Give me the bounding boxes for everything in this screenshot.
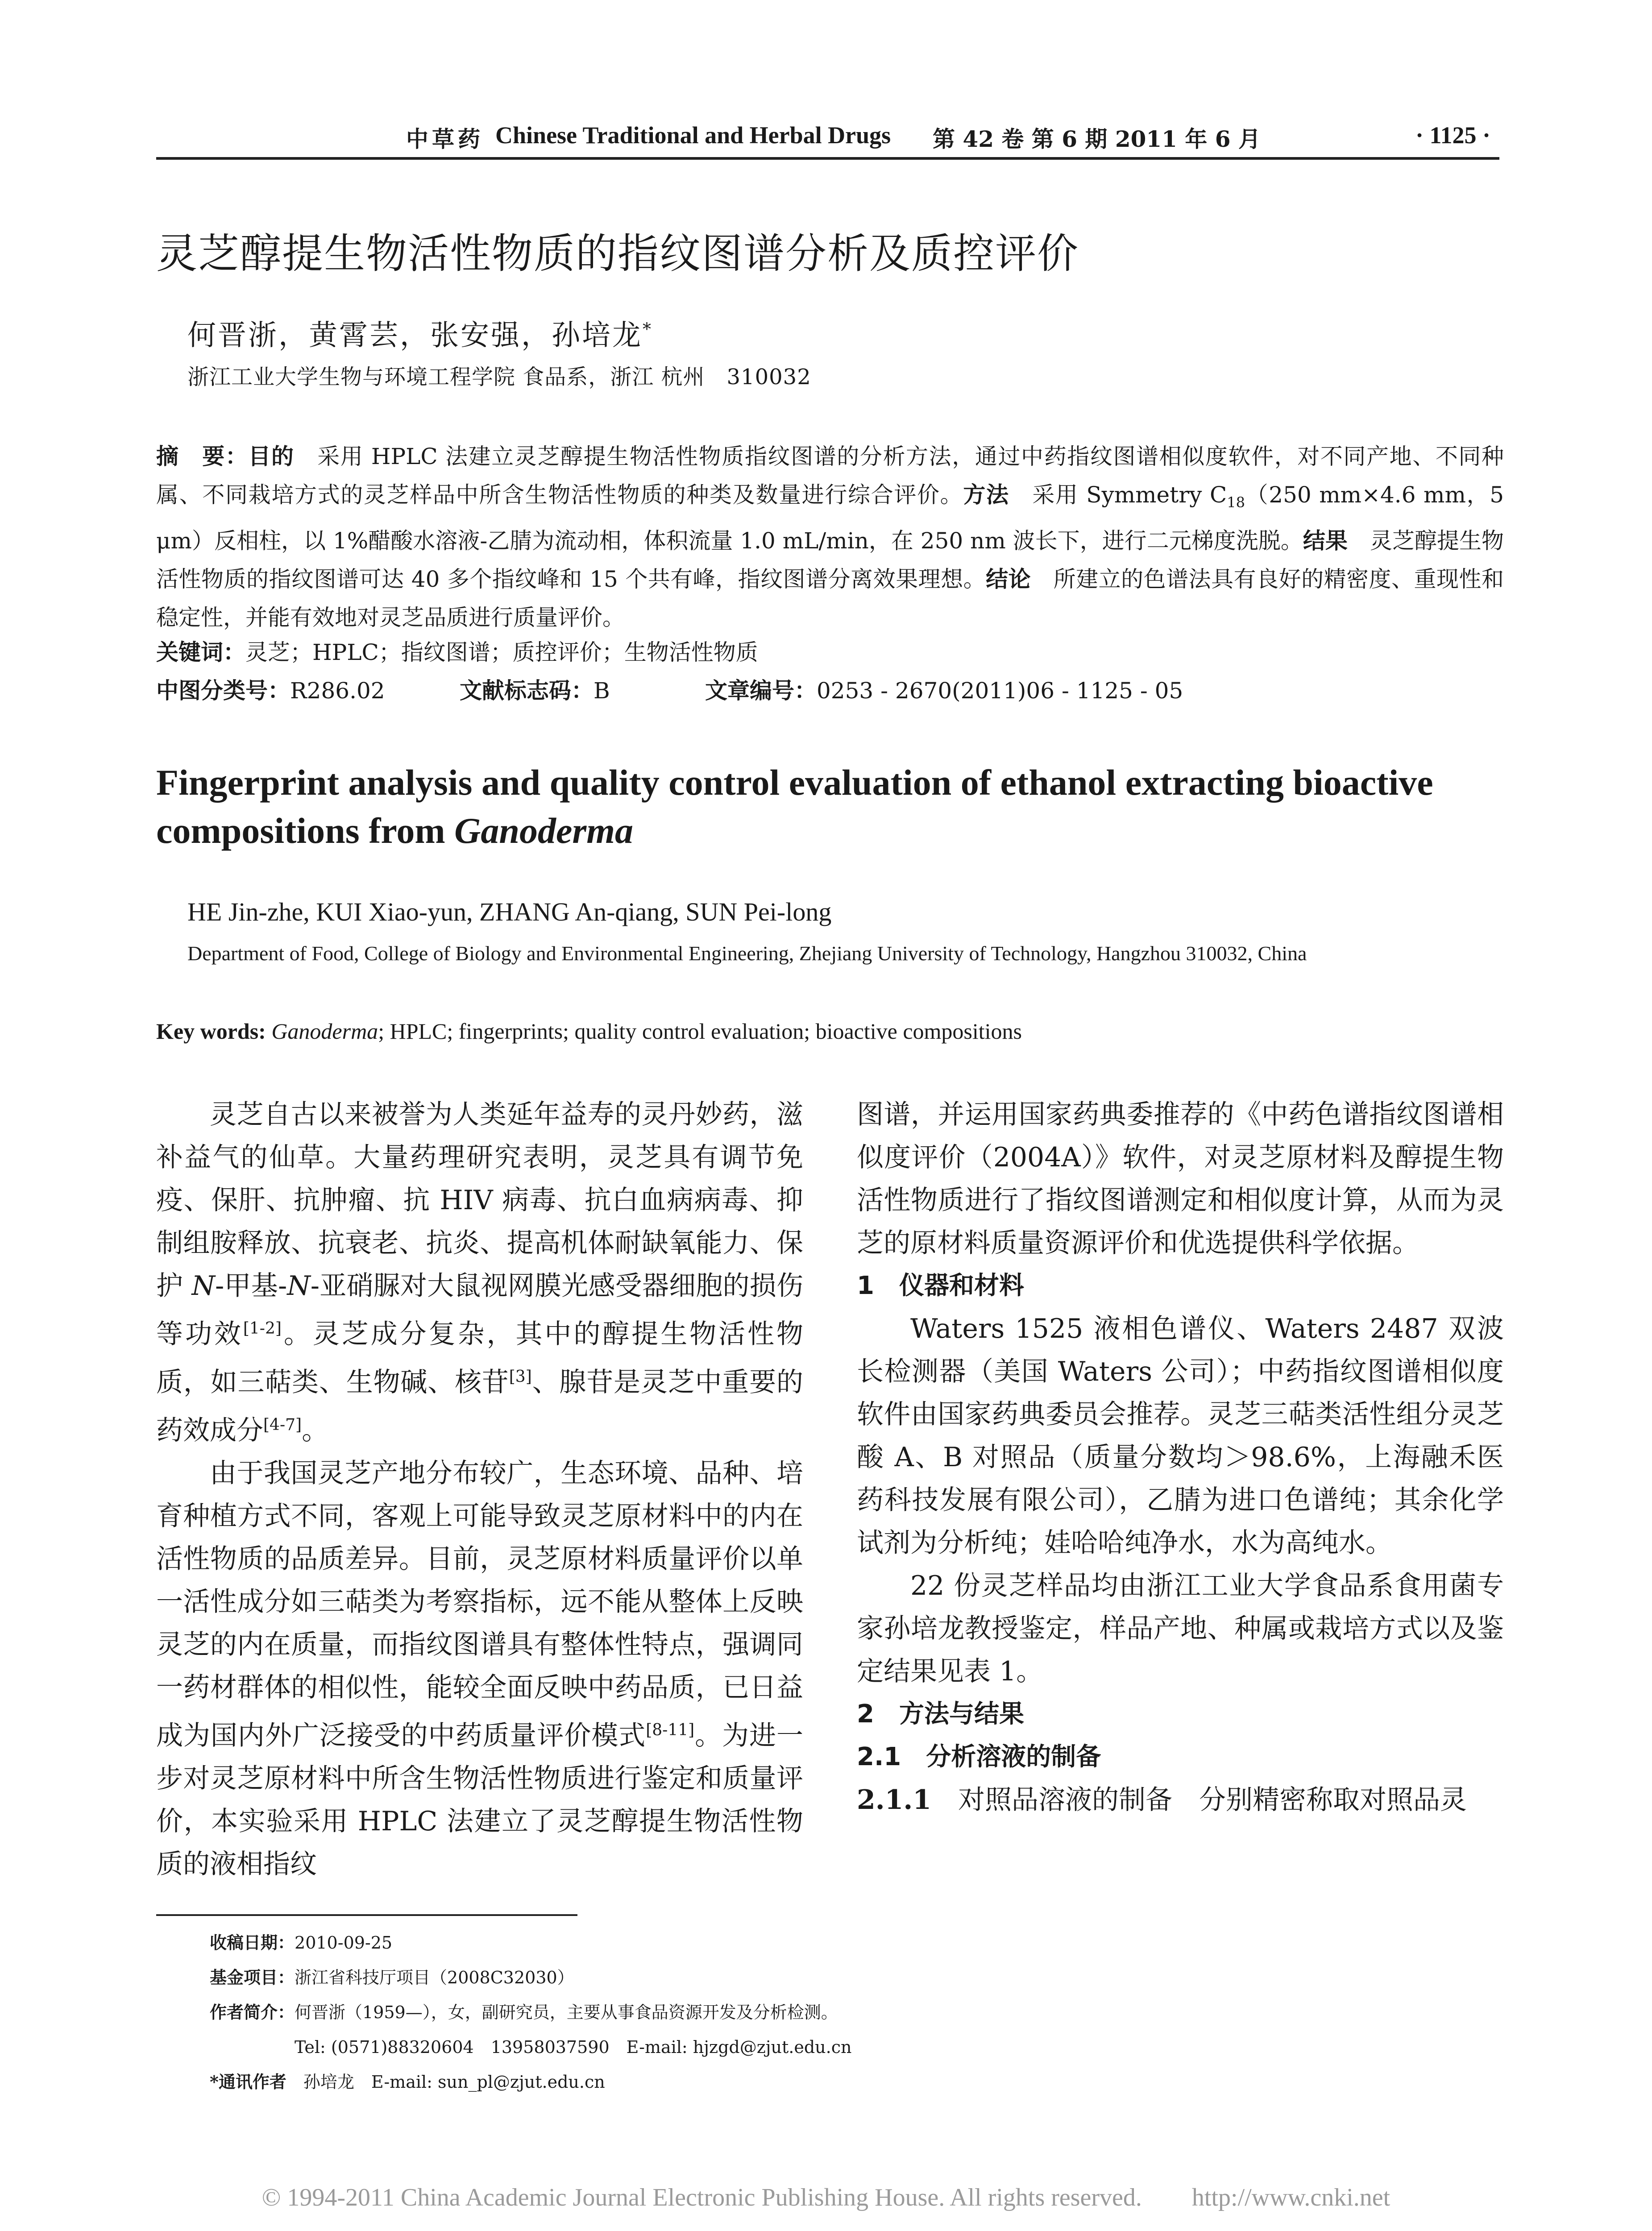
citation: [4-7] bbox=[263, 1416, 302, 1434]
objective-text: 采用 HPLC 法建立灵芝醇提生物活性物质指纹图谱的分析方法，通过中药指纹图谱相似度软件，对不同产地、不同种属、不同栽培方式的灵芝样品中所含生物活性物质的种类及数量进行综合评价。 bbox=[156, 444, 1504, 508]
journal-name-en: Chinese Traditional and Herbal Drugs bbox=[495, 122, 891, 149]
value: 2010-09-25 bbox=[295, 1933, 393, 1953]
keywords-en bbox=[156, 1018, 1022, 1044]
value: 孙培龙 E-mail: sun_pl@zjut.edu.cn bbox=[286, 2072, 605, 2092]
text: -亚硝脲对大鼠视网膜光感受器细胞的损伤等功效 bbox=[156, 1270, 803, 1350]
doc-code-value: B bbox=[594, 678, 610, 704]
journal-name-cn: 中草药 bbox=[406, 126, 484, 152]
article-title-en bbox=[156, 759, 1504, 855]
keywords-en-rest: ; HPLC; fingerprints; quality control evaluation; bioactive compositions bbox=[378, 1019, 1022, 1044]
authors-en: HE Jin-zhe, KUI Xiao-yun, ZHANG An-qiang, SUN Pei-long bbox=[187, 897, 832, 926]
text: 由于我国灵芝产地分布较广，生态环境、品种、培育种植方式不同，客观上可能导致灵芝原材料中的内在活性物质的品质差异。目前，灵芝原材料质量评价以单一活性成分如三萜类为考察指标，远不能从整体上反映灵芝的内在质量，而指纹图谱具有整体性特点，强调同一药材群体的相似性，能较全面反映中药品质，已日益成为国内外广泛接受的中药质量评价模式 bbox=[156, 1458, 803, 1751]
copyright-notice: © 1994-2011 China Academic Journal Electronic Publishing House. All rights reserved. http://www.cnki.net bbox=[261, 2184, 1391, 2211]
label: *通讯作者 bbox=[210, 2072, 286, 2092]
keywords-cn-text: 灵芝；HPLC；指纹图谱；质控评价；生物活性物质 bbox=[245, 639, 758, 665]
title-en-genus: Ganoderma bbox=[454, 810, 634, 851]
article-title-cn: 灵芝醇提生物活性物质的指纹图谱分析及质控评价 bbox=[156, 230, 1079, 278]
keywords-en-first: Ganoderma bbox=[271, 1019, 378, 1044]
doc-code bbox=[460, 673, 610, 705]
text: 。灵芝成分复杂，其中的醇提生物活性物质，如三萜类、生物碱、核苷 bbox=[156, 1319, 804, 1398]
citation: [3] bbox=[509, 1368, 532, 1386]
keywords-cn bbox=[156, 634, 758, 667]
text: 。 bbox=[302, 1415, 329, 1446]
affiliation-en: Department of Food, College of Biology and Environmental Engineering, Zhejiang University of Technology, Hangzhou 310032, China bbox=[187, 942, 1307, 965]
value: 浙江省科技厅项目（2008C32030） bbox=[295, 1968, 574, 1987]
section-heading-1: 1 仪器和材料 bbox=[857, 1271, 1024, 1300]
result-label: 结果 bbox=[1303, 527, 1348, 554]
method-label: 方法 bbox=[963, 481, 1009, 508]
volume-issue: 第 42 卷 第 6 期 2011 年 6 月 bbox=[933, 126, 1261, 152]
method-text-a: 采用 Symmetry C bbox=[1032, 482, 1227, 508]
body-right-column bbox=[857, 1093, 1504, 1821]
clc-value: R286.02 bbox=[290, 678, 385, 704]
footnote-fund bbox=[210, 1960, 1415, 1995]
article-number-label: 文章编号： bbox=[705, 677, 817, 704]
authors-cn bbox=[187, 312, 653, 353]
article-number bbox=[705, 673, 1183, 705]
page-number: · 1125 · bbox=[1415, 122, 1490, 149]
footnote-rule bbox=[156, 1914, 577, 1916]
objective-label: 目的 bbox=[248, 443, 295, 469]
paragraph-2-1-1 bbox=[857, 1779, 1504, 1821]
method-subscript: 18 bbox=[1227, 494, 1245, 511]
conclusion-text: 所建立的色谱法具有良好的精密度、重现性和稳定性，并能有效地对灵芝品质进行质量评价。 bbox=[156, 566, 1504, 630]
footnote-corresponding bbox=[210, 2065, 1415, 2099]
abstract-cn bbox=[156, 437, 1504, 637]
text: -甲基- bbox=[215, 1270, 287, 1302]
body-left-column bbox=[156, 1093, 803, 1886]
value: 何晋浙（1959—），女，副研究员，主要从事食品资源开发及分析检测。 bbox=[295, 2003, 838, 2022]
corresponding-mark: * bbox=[643, 319, 653, 339]
text: 灵芝自古以来被誉为人类延年益寿的灵丹妙药，滋补益气的仙草。大量药理研究表明，灵芝具有调节免疫、保肝、抗肿瘤、抗 HIV 病毒、抗白血病病毒、抑制组胺释放、抗衰老、抗炎、提高机体耐缺氧能力、保护 bbox=[156, 1099, 803, 1302]
title-en-main: Fingerprint analysis and quality control evaluation of ethanol extracting bioactive compositions from bbox=[156, 762, 1433, 851]
clc-label: 中图分类号： bbox=[156, 677, 290, 704]
affiliation-cn: 浙江工业大学生物与环境工程学院 食品系，浙江 杭州 310032 bbox=[187, 365, 811, 390]
text: 对照品溶液的制备 分别精密称取对照品灵 bbox=[931, 1784, 1467, 1816]
subsection-number: 2.1.1 bbox=[857, 1784, 932, 1816]
section-heading-2: 2 方法与结果 bbox=[857, 1700, 1024, 1729]
paragraph-samples: 22 份灵芝样品均由浙江工业大学食品系食用菌专家孙培龙教授鉴定，样品产地、种属或栽培方式以及鉴定结果见表 1。 bbox=[857, 1570, 1504, 1687]
keywords-cn-label: 关键词： bbox=[156, 639, 245, 665]
label: 收稿日期： bbox=[210, 1932, 295, 1953]
text: 、腺苷是灵芝中重要的药效成分 bbox=[156, 1367, 804, 1446]
label: 作者简介： bbox=[210, 2002, 295, 2022]
conclusion-label: 结论 bbox=[986, 566, 1031, 592]
paragraph-instruments: Waters 1525 液相色谱仪、Waters 2487 双波长检测器（美国 Waters 公司）；中药指纹图谱相似度软件由国家药典委员会推荐。灵芝三萜类活性组分灵芝酸 A、B 对照品（质量分数均＞98.6%，上海融禾医药科技发展有限公司），乙腈为进口色谱纯；其余化学试剂为分析纯；娃哈哈纯净水，水为高纯水。 bbox=[857, 1313, 1504, 1559]
text: 。为进一步对灵芝原材料中所含生物活性物质进行鉴定和质量评价，本实验采用 HPLC 法建立了灵芝醇提生物活性物质的液相指纹 bbox=[156, 1720, 804, 1880]
classification-line bbox=[156, 673, 385, 705]
footnote-contact: Tel: (0571)88320604 13958037590 E-mail: hjzgd@zjut.edu.cn bbox=[295, 2037, 852, 2057]
result-text: 灵芝醇提生物活性物质的指纹图谱可达 40 多个指纹峰和 15 个共有峰，指纹图谱分离效果理想。 bbox=[156, 528, 1504, 592]
section-heading-2-1: 2.1 分析溶液的制备 bbox=[857, 1742, 1101, 1771]
running-header bbox=[156, 117, 1499, 160]
article-number-value: 0253 - 2670(2011)06 - 1125 - 05 bbox=[817, 678, 1183, 704]
italic-n: N bbox=[191, 1270, 216, 1302]
footnotes bbox=[210, 1925, 1415, 2099]
label: 基金项目： bbox=[210, 1967, 295, 1987]
keywords-en-label: Key words: bbox=[156, 1019, 272, 1044]
method-text-b: （250 mm×4.6 mm，5 μm）反相柱，以 1%醋酸水溶液-乙腈为流动相，体积流量 1.0 mL/min，在 250 nm 波长下，进行二元梯度洗脱。 bbox=[156, 482, 1504, 554]
abstract-label: 摘 要： bbox=[156, 443, 249, 469]
paragraph-intro-cont: 图谱，并运用国家药典委推荐的《中药色谱指纹图谱相似度评价（2004A）》软件，对灵芝原材料及醇提生物活性物质进行了指纹图谱测定和相似度计算，从而为灵芝的原材料质量资源评价和优选提供科学依据。 bbox=[857, 1099, 1504, 1259]
doc-code-label: 文献标志码： bbox=[460, 677, 594, 704]
italic-n: N bbox=[287, 1270, 311, 1302]
citation: [1-2] bbox=[243, 1319, 282, 1338]
footnote-received bbox=[210, 1925, 1415, 1960]
footnote-bio bbox=[210, 1995, 1415, 2030]
paragraph-intro-1 bbox=[156, 1093, 803, 1452]
paragraph-intro-2 bbox=[156, 1452, 803, 1886]
citation: [8-11] bbox=[646, 1721, 695, 1739]
authors-cn-names: 何晋浙，黄霄芸，张安强，孙培龙 bbox=[187, 319, 643, 352]
